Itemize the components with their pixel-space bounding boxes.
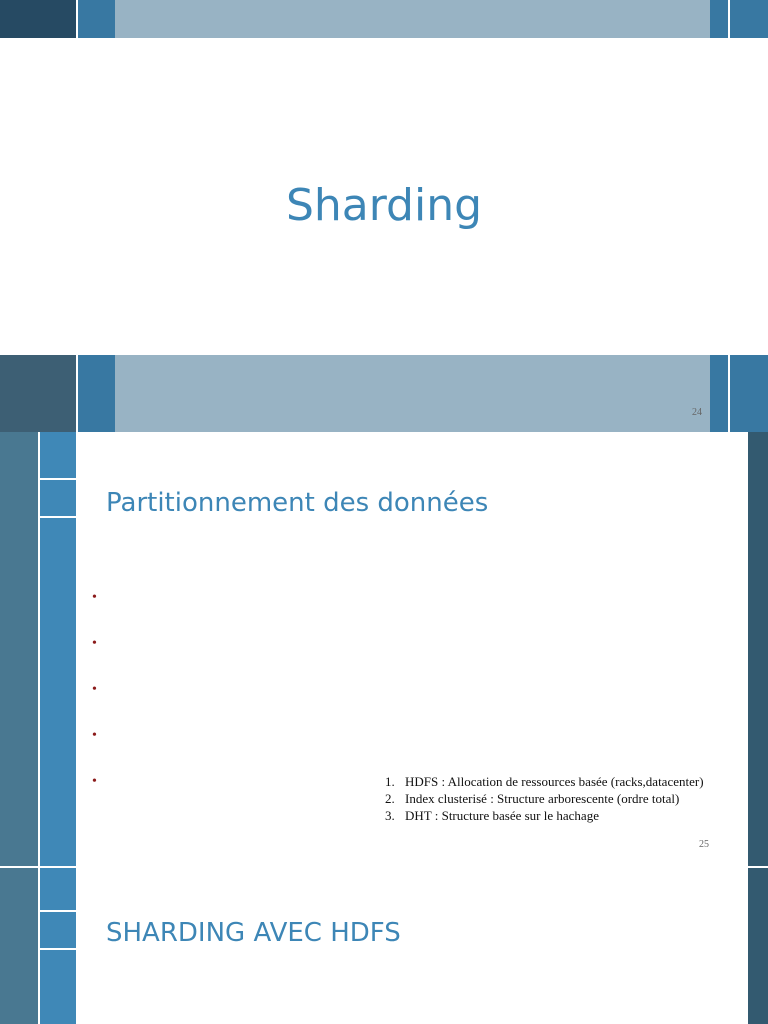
slide2-sidebar-divider xyxy=(40,516,76,518)
slide2-header-dark-block xyxy=(0,355,76,432)
bullet-marker: • xyxy=(92,590,97,605)
slide1-header-right-block xyxy=(730,0,768,38)
slide3-sidebar-mid xyxy=(40,868,76,1024)
list-item: 1. HDFS : Allocation de ressources basée (racks,datacenter) xyxy=(385,774,704,789)
slide2-header-light-bar xyxy=(115,355,710,432)
slide1-page-number: 24 xyxy=(692,407,702,418)
bullet-marker: • xyxy=(92,682,97,697)
slide2-title: Partitionnement des données xyxy=(106,488,489,518)
slide2-sidebar-divider xyxy=(40,478,76,480)
slide3-title: SHARDING AVEC HDFS xyxy=(106,918,401,948)
slide1-title: Sharding xyxy=(285,180,483,231)
list-item: 2. Index clusterisé : Structure arborescente (ordre total) xyxy=(385,791,680,806)
bullet-marker: • xyxy=(92,774,97,789)
slide2-sidebar-mid xyxy=(40,432,76,866)
numbered-list xyxy=(385,773,747,824)
slide1-header-right-mid xyxy=(710,0,728,38)
slide2-header-right-block xyxy=(730,355,768,432)
slide1-header-mid-block xyxy=(78,0,115,38)
list-item: 3. DHT : Structure basée sur le hachage xyxy=(385,808,599,823)
slide2-header-right-mid xyxy=(710,355,728,432)
slide3-right-strip xyxy=(748,868,768,1024)
slide3-sidebar-divider xyxy=(40,948,76,950)
slide1-header-light-bar xyxy=(115,0,710,38)
slide2-sidebar-dark xyxy=(0,432,38,866)
slide3-sidebar-dark xyxy=(0,868,38,1024)
slide2-page-number: 25 xyxy=(699,839,709,850)
slide2-right-strip xyxy=(748,432,768,866)
slide2-header-mid-block xyxy=(78,355,115,432)
slide3-sidebar-divider xyxy=(40,910,76,912)
bullet-marker: • xyxy=(92,636,97,651)
slide1-header-dark-block xyxy=(0,0,76,38)
bullet-marker: • xyxy=(92,728,97,743)
